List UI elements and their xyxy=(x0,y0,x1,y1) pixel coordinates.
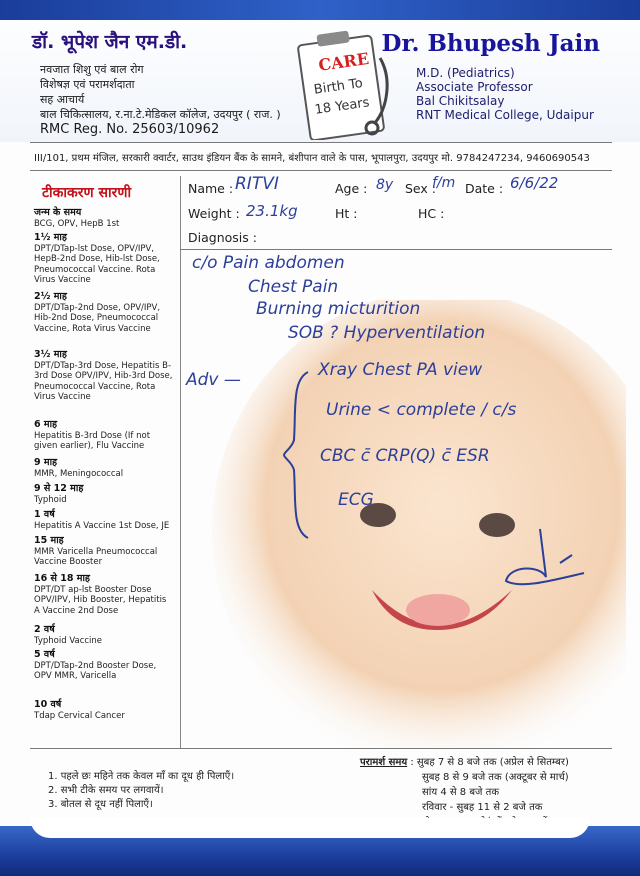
vac-age: 15 माह xyxy=(34,535,64,546)
hindi-line-4: बाल चिकित्सालय, र.ना.टे.मेडिकल कॉलेज, उदयपुर ( राज. ) xyxy=(40,108,281,121)
hindi-line-1: नवजात शिशु एवं बाल रोग xyxy=(40,63,144,76)
logo-care-text: CARE xyxy=(317,48,371,75)
logo-line1: Birth To xyxy=(313,76,364,98)
vac-section-5 xyxy=(34,458,174,479)
timing-line-1: : सुबह 7 से 8 बजे तक (अप्रेल से सितम्बर) xyxy=(410,757,569,768)
english-line-2: Associate Professor xyxy=(416,80,533,94)
hindi-line-3: सह आचार्य xyxy=(40,93,85,106)
vac-text: Hepatitis A Vaccine 1st Dose, JE xyxy=(34,520,170,531)
date-value: 6/6/22 xyxy=(510,174,559,192)
note-2: Chest Pain xyxy=(248,277,339,297)
advice-3: CBC c̄ CRP(Q) c̄ ESR xyxy=(320,446,490,466)
vac-section-3 xyxy=(34,350,174,403)
vac-age: 2½ माह xyxy=(34,291,67,302)
weight-value: 23.1kg xyxy=(246,202,298,220)
advice-2: Urine < complete / c/s xyxy=(326,400,517,420)
vaccination-title: टीकाकरण सारणी xyxy=(42,185,132,201)
vac-text: DPT/DTap-2nd Booster Dose, OPV MMR, Varicella xyxy=(34,660,157,681)
vac-age: 1½ माह xyxy=(34,232,67,243)
hc-label: HC : xyxy=(418,206,445,221)
advice-label: Adv — xyxy=(186,370,241,390)
hindi-doctor-name: डॉ. भूपेश जैन एम.डी. xyxy=(32,31,188,53)
note-4: SOB ? Hyperventilation xyxy=(288,323,486,343)
vac-age: 16 से 18 माह xyxy=(34,573,90,584)
vac-age: 2 वर्ष xyxy=(34,624,55,635)
weight-label: Weight : xyxy=(188,206,240,221)
vac-age: 10 वर्ष xyxy=(34,699,62,710)
tip-2: 2. सभी टीके समय पर लगवायें। xyxy=(48,785,164,796)
vac-section-9 xyxy=(34,574,174,616)
hindi-line-2: विशेषज्ञ एवं परामर्शदाता xyxy=(40,78,135,91)
vac-text: DPT/DT ap-lst Booster Dose OPV/IPV, Hib Booster, Hepatitis A Vaccine 2nd Dose xyxy=(34,584,167,616)
vac-text: DPT/DTap-lst Dose, OPV/IPV, HepB-2nd Dose, Hib-lst Dose, Pneumococcal Vaccine. Rota Virus Vaccine xyxy=(34,243,160,285)
age-label: Age : xyxy=(335,181,368,196)
vac-text: Hepatitis B-3rd Dose (If not given earlier), Flu Vaccine xyxy=(34,430,151,451)
tip-1: 1. पहले छः महिने तक केवल माँ का दूध ही पिलाएँ। xyxy=(48,771,235,782)
address-divider xyxy=(30,170,612,171)
vac-text: MMR, Meningococcal xyxy=(34,468,124,479)
vac-age: 6 माह xyxy=(34,419,58,430)
vac-section-4 xyxy=(34,420,174,452)
vac-age: 3½ माह xyxy=(34,349,67,360)
vac-text: DPT/DTap-2nd Dose, OPV/IPV, Hib-2nd Dose, Pneumococcal Vaccine, Rota Virus Vaccine xyxy=(34,302,161,334)
age-value: 8y xyxy=(376,177,394,193)
vac-text: DPT/DTap-3rd Dose, Hepatitis B-3rd Dose OPV/IPV, Hib-3rd Dose, Pneumococcal Vaccine, Rota Virus Vaccine xyxy=(34,360,173,402)
tip-3: 3. बोतल से दूध नहीं पिलाएँ। xyxy=(48,799,153,810)
vac-text: Tdap Cervical Cancer xyxy=(34,710,125,721)
vac-section-2 xyxy=(34,292,174,334)
english-doctor-name: Dr. Bhupesh Jain xyxy=(381,30,600,57)
vac-section-11 xyxy=(34,650,174,682)
header-divider xyxy=(30,142,612,143)
advice-4: ECG xyxy=(338,490,374,510)
sex-value: f/m xyxy=(432,175,456,191)
vac-age: 9 माह xyxy=(34,457,58,468)
vac-section-12 xyxy=(34,700,174,721)
name-label: Name : xyxy=(188,181,234,196)
height-label: Ht : xyxy=(335,206,358,221)
vac-text: Typhoid Vaccine xyxy=(34,635,103,646)
timing-line-2: सुबह 8 से 9 बजे तक (अक्टूबर से मार्च) xyxy=(422,772,569,783)
name-value: RITVI xyxy=(235,174,279,194)
vac-section-7 xyxy=(34,510,174,531)
english-line-3: Bal Chikitsalay xyxy=(416,94,505,108)
note-1: c/o Pain abdomen xyxy=(192,253,345,273)
english-line-1: M.D. (Pediatrics) xyxy=(416,66,515,80)
advice-1: Xray Chest PA view xyxy=(318,360,483,380)
vac-text: Typhoid xyxy=(34,494,67,505)
clinic-address: III/101, प्रथम मंजिल, सरकारी क्वार्टर, साउथ इंडियन बैंक के सामने, बंशीपान वाले के पास, भूपालपुरा, उदयपुर मो. 9784247234, 9460690543 xyxy=(34,153,590,164)
advice-brace xyxy=(282,370,312,540)
care-tips xyxy=(48,770,234,812)
vac-section-10 xyxy=(34,625,174,646)
timing-title: परामर्श समय xyxy=(360,757,408,768)
vac-section-6 xyxy=(34,484,174,505)
vac-age: 9 से 12 माह xyxy=(34,483,84,494)
header-top-wave xyxy=(0,0,640,20)
rmc-registration: RMC Reg. No. 25603/10962 xyxy=(40,122,220,137)
timing-line-3: सांय 4 से 8 बजे तक xyxy=(422,787,500,798)
footer-divider xyxy=(30,748,612,749)
date-label: Date : xyxy=(465,181,504,196)
vac-age: जन्म के समय xyxy=(34,207,82,218)
diagnosis-divider xyxy=(180,249,612,250)
vac-section-1 xyxy=(34,233,174,286)
diagnosis-label: Diagnosis : xyxy=(188,230,257,245)
note-3: Burning micturition xyxy=(256,299,421,319)
vac-section-8 xyxy=(34,536,174,568)
sex-label: Sex : xyxy=(405,181,436,196)
timing-line-4: रविवार - सुबह 11 से 2 बजे तक xyxy=(422,802,543,813)
english-line-4: RNT Medical College, Udaipur xyxy=(416,108,594,122)
footer-curve xyxy=(30,818,590,838)
vac-age: 1 वर्ष xyxy=(34,509,55,520)
vac-text: MMR Varicella Pneumococcal Vaccine Booster xyxy=(34,546,158,567)
vac-age: 5 वर्ष xyxy=(34,649,55,660)
vac-text: BCG, OPV, HepB 1st xyxy=(34,218,120,229)
logo-line2: 18 Years xyxy=(313,95,371,118)
doctor-signature xyxy=(500,525,590,595)
vac-section-0 xyxy=(34,208,174,229)
